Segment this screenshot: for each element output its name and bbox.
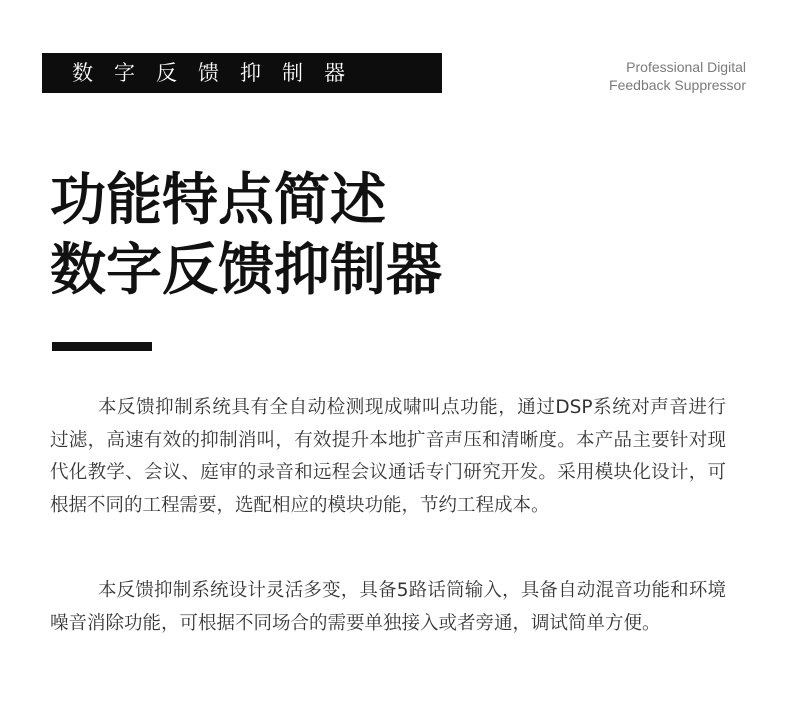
english-subtitle-line-2: Feedback Suppressor (609, 77, 746, 93)
headline-line-2: 数字反馈抑制器 (50, 238, 442, 303)
banner-title: 数字反馈抑制器 (72, 60, 366, 85)
headline-divider (52, 342, 152, 351)
headline-line-1: 功能特点简述 (50, 168, 386, 233)
body-paragraph-1: 本反馈抑制系统具有全自动检测现成啸叫点功能，通过DSP系统对声音进行过滤，高速有效的抑制消叫，有效提升本地扩音声压和清晰度。本产品主要针对现代化教学、会议、庭审的录音和远程会议通话专门研究开发。采用模块化设计，可根据不同的工程需要，选配相应的模块功能，节约工程成本。 (50, 397, 726, 516)
title-banner (42, 53, 442, 93)
english-subtitle-line-1: Professional Digital (626, 59, 746, 75)
body-paragraph-2: 本反馈抑制系统设计灵活多变，具备5路话筒输入，具备自动混音功能和环境噪音消除功能，可根据不同场合的需要单独接入或者旁通，调试简单方便。 (50, 580, 726, 634)
headline (50, 166, 442, 306)
english-subtitle (609, 58, 746, 94)
